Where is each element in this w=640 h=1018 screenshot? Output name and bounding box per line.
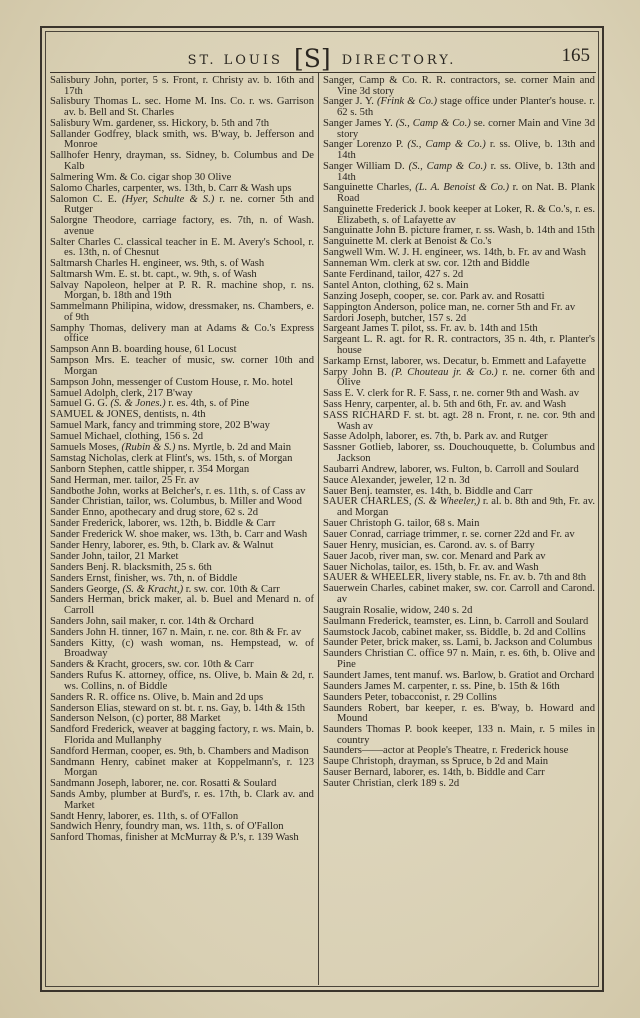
entry-name: Sanders Herman,: [50, 594, 125, 606]
entry-details: office 97 n. Main, r. es. 6th, b. Olive and Pine: [337, 648, 595, 670]
directory-entry: [50, 639, 314, 660]
entry-details: tobacconist, r. 29 Collins: [388, 691, 497, 703]
entry-name: Sanders John H.: [50, 626, 120, 638]
entry-details: delivery man at Adams & Co.'s Express office: [64, 322, 314, 345]
directory-entry: [50, 758, 314, 779]
entry-details: drayman, ss Spruce, b 2d and Main: [395, 756, 549, 768]
directory-entry: [50, 195, 314, 216]
entry-details: st. bt. agt. 28 n. Front, r. ne. cor. 9th and Wash av: [337, 409, 595, 432]
header-title-left: ST. LOUIS: [187, 53, 283, 68]
entry-name: Saunders Robert,: [323, 702, 400, 714]
entry-name: Sass Henry,: [323, 399, 373, 411]
entry-name: Sander Frederick,: [50, 518, 126, 530]
directory-entry: [50, 833, 314, 844]
entry-name: Salisbury John,: [50, 75, 117, 86]
entry-details: actor at People's Theatre, r. Frederick house: [383, 745, 569, 757]
entry-name: SAMUEL & JONES,: [50, 409, 142, 421]
directory-entry: [50, 725, 314, 746]
entry-name: Sandbothe John,: [50, 485, 121, 497]
entry-details: weaver at bagging factory, r. ws. Main, b. Florida and Mullanphy: [64, 724, 315, 746]
directory-entry: [50, 216, 314, 237]
directory-entry: [323, 725, 595, 746]
entry-name: Salomon C. E.: [50, 193, 117, 205]
entry-details: steward on st. bt. r. ns. Gay, b. 14th & 15th: [120, 702, 306, 714]
entry-firm: (L. A. Benoist & Co.): [411, 182, 510, 194]
entry-name: Sanders & Kracht,: [50, 659, 129, 671]
entry-name: Sandwich Henry,: [50, 821, 123, 833]
entry-name: Salmering Wm. & Co.: [50, 171, 146, 183]
entry-name: Sauer Jacob,: [323, 550, 377, 562]
entry-details: r. ne. corner 6th and Olive: [337, 366, 595, 389]
entry-details: police man, ne. corner 5th and Fr. av: [417, 301, 576, 313]
entry-name: Salorgne Theodore,: [50, 215, 137, 227]
entry-name: Saltmarsh Charles H.: [50, 258, 141, 270]
entry-name: Sarpy John B.: [323, 366, 387, 378]
entry-details: tinner, 167 n. Main, r. ne. cor. 8th & Fr. av: [119, 626, 302, 638]
entry-name: Saltmarsh Wm. E.: [50, 268, 128, 280]
entry-name: Sanger James Y.: [323, 117, 393, 129]
entry-name: Sauerwein Charles,: [323, 583, 406, 595]
entry-name: Sanders Benj. R.: [50, 561, 122, 573]
entry-name: Saundert James,: [323, 669, 392, 681]
directory-entry: [50, 238, 314, 259]
entry-details: teamster, es. Linn, b. Carroll and Soulard: [411, 615, 589, 627]
entry-details: picture framer, r. ss. Wash, b. 14th and 15th: [408, 225, 595, 237]
entry-details: r. sw. cor. 10th & Carr: [183, 583, 280, 595]
entry-details: laborer, es. 14th, b. Biddle and Carr: [390, 767, 545, 779]
directory-entry: [50, 151, 314, 172]
entry-details: st. bt. capt., w. 9th, s. of Wash: [127, 268, 257, 280]
entry-name: Santel Anton,: [323, 279, 381, 291]
entry-details: se. corner Main and Vine 3d story: [337, 117, 595, 140]
entry-details: carpenter, al. b. 5th and 6th, Fr. av. and Wash: [372, 399, 567, 411]
entry-details: tailor, es. 15th, b. Fr. av. and Wash: [390, 561, 539, 573]
entry-name: Sargeant L. R.: [323, 334, 386, 346]
entry-name: Samuel Adolph,: [50, 387, 119, 399]
entry-name: Sanborn Stephen,: [50, 463, 125, 475]
entry-name: Sandmann Henry,: [50, 756, 130, 768]
directory-entry: [323, 368, 595, 389]
entry-details: laborer, es. 9th, b. Clark av. & Walnut: [110, 540, 274, 552]
entry-details: clerk 189 s. 2d: [394, 778, 460, 790]
entry-name: Sampson Ann B.: [50, 344, 122, 356]
directory-entry: [50, 97, 314, 118]
entry-details: boarding house, 61 Locust: [121, 344, 237, 356]
entry-name: Sander John,: [50, 550, 105, 562]
entry-details: tent manuf. ws. Barlow, b. Gratiot and Orchard: [391, 669, 595, 681]
entry-details: r. es. 4th, s. of Pine: [165, 398, 250, 410]
entry-details: laborer, es. 11th, s. of O'Fallon: [105, 810, 239, 822]
entry-details: mer. tailor, 25 Fr. av: [110, 474, 200, 486]
entry-name: Sand Herman,: [50, 474, 111, 486]
entry-name: Sauer Nicholas,: [323, 561, 391, 573]
entry-name: Sanzing Joseph,: [323, 290, 392, 302]
entry-firm: (S., Camp & Co.): [404, 160, 487, 172]
entry-name: Sands Amby,: [50, 789, 107, 801]
directory-entry: [50, 281, 314, 302]
entry-details: r. ne. corner 5th and Rutger: [64, 193, 314, 216]
entry-name: Saupe Christoph,: [323, 756, 396, 768]
entry-details: jeweler, 12 n. 3d: [396, 474, 470, 486]
entry-details: works at Belcher's, r. es. 11th, s. of Cass av: [120, 485, 306, 497]
entry-name: Sandford Frederick,: [50, 724, 135, 736]
entry-name: Sauter Christian,: [323, 778, 395, 790]
directory-entry: [50, 130, 314, 151]
entry-firm: (Hyer, Schulte & S.): [116, 193, 215, 205]
entry-details: brick maker, ss. Lami, b. Jackson and Columbus: [384, 637, 593, 649]
directory-entry: [323, 97, 595, 118]
entry-name: Sassner Gotlieb,: [323, 442, 394, 454]
entry-details: clothing, 156 s. 2d: [121, 431, 204, 443]
entry-details: dentists, n. 4th: [141, 409, 206, 421]
entry-details: ns. Myrtle, b. 2d and Main: [175, 442, 291, 454]
entry-details: clerk at sw. cor. 12th and Biddle: [390, 258, 530, 270]
entry-details: classical teacher in E. M. Avery's School, r. es. 13th, n. of Chesnut: [64, 236, 314, 259]
entry-details: clothing, 62 s. Main: [380, 279, 469, 291]
entry-details: helper at P. R. R. machine shop, r. ns. Morgan, b. 18th and 19th: [64, 279, 314, 302]
entry-name: Sargeant James T.: [323, 323, 400, 335]
entry-name: Sandt Henry,: [50, 810, 106, 822]
entry-name: Samphy Thomas,: [50, 322, 127, 334]
entry-name: Sanger William D.: [323, 160, 405, 172]
directory-entry: [323, 649, 595, 670]
entry-name: SAUER & WHEELER,: [323, 572, 425, 584]
entry-name: Sanford Thomas,: [50, 832, 123, 844]
entry-name: Sauer Conrad,: [323, 528, 384, 540]
entry-name: Sallander Godfrey,: [50, 128, 132, 140]
entry-details: r. on Nat. B. Plank Road: [337, 182, 595, 205]
entry-details: finisher, ws. 7th, n. of Biddle: [111, 572, 238, 584]
entry-name: Sallhofer Henry,: [50, 150, 122, 162]
entry-details: cigar shop 30 Olive: [145, 171, 232, 183]
entry-name: Sanguinette Frederick J.: [323, 203, 427, 215]
entry-name: Samuel Mark,: [50, 420, 111, 432]
entry-details: tailor, 68 s. Main: [404, 517, 480, 529]
entry-firm: (S. & Wheeler,): [411, 496, 481, 508]
entry-name: Salvay Napoleon,: [50, 279, 129, 291]
entry-details: stage office under Planter's house. r. 62 s. 5th: [337, 96, 595, 119]
entry-name: Sanders George,: [50, 583, 120, 595]
entry-details: laborer, ws. 12th, b. Biddle & Carr: [125, 518, 276, 530]
directory-entry: [323, 162, 595, 183]
entry-name: Saumstock Jacob,: [323, 626, 399, 638]
directory-entry: [323, 704, 595, 725]
entry-name: Salomo Charles,: [50, 182, 121, 194]
entry-details: r. al. b. 8th and 9th, Fr. av. and Morgan: [337, 496, 595, 519]
entry-name: Sanderson Nelson,: [50, 713, 130, 725]
entry-name: Sander Frederick W.: [50, 529, 137, 541]
entry-details: drayman, ss. Sidney, b. Columbus and De Kalb: [64, 150, 314, 172]
entry-details: apothecary and drug store, 62 s. 2d: [107, 507, 258, 519]
entry-name: Sammelmann Philipina,: [50, 301, 153, 313]
entry-details: pilot, ss. Fr. av. b. 14th and 15th: [399, 323, 538, 335]
entry-name: Saunders James M.: [323, 680, 406, 692]
entry-firm: (S. & Jones.): [107, 398, 166, 410]
entry-name: Saunder Peter,: [323, 637, 385, 649]
entry-details: r. ss. Olive, b. 13th and 14th: [337, 139, 596, 162]
entry-firm: (P. Chouteau jr. & Co.): [386, 366, 498, 378]
entry-details: laborer, ws. Fulton, b. Carroll and Soulard: [397, 463, 579, 475]
entry-details: laborer, es. 7th, b. Park av. and Rutger: [383, 431, 548, 443]
entry-name: Sappington Anderson,: [323, 301, 418, 313]
entry-name: Sanders Ernst,: [50, 572, 112, 584]
entry-details: clerk, 217 B'way: [118, 387, 193, 399]
entry-details: gardener, ss. Hickory, b. 5th and 7th: [113, 117, 270, 129]
entry-details: river man, sw. cor. Menard and Park av: [376, 550, 546, 562]
entry-details: agt. for R. R. contractors, 35 n. 4th, r. Planter's house: [337, 334, 595, 356]
entry-details: plumber at Burd's, r. es. 17th, b. Clark av. and Market: [64, 789, 314, 811]
entry-firm: (Frink & Co.): [373, 96, 438, 108]
entry-details: cattle shipper, r. 354 Morgan: [124, 463, 250, 475]
entry-details: r. ss. Olive, b. 13th and 14th: [337, 160, 595, 183]
entry-details: tailor, ws. Columbus, b. Miller and Wood: [123, 496, 302, 508]
entry-name: Sanguinette Charles,: [323, 182, 412, 194]
entry-details: brick maker, al. b. Buel and Menard n. of Carroll: [64, 594, 314, 617]
entry-details: laborer, ws. Decatur, b. Emmett and Lafayette: [388, 355, 587, 367]
entry-name: Sampson John,: [50, 376, 115, 388]
entry-details: clerk at Flint's, ws. 15th, s. of Morgan: [128, 452, 293, 464]
entry-name: Sanders John,: [50, 615, 109, 627]
entry-details: tailor, 21 Market: [104, 550, 179, 562]
entry-name: Samuel G. G.: [50, 398, 108, 410]
directory-entry: [323, 205, 595, 226]
directory-entry: [323, 335, 595, 356]
entry-details: cabinet maker at Koppelmann's, r. 123 Morgan: [64, 756, 314, 779]
entry-name: Sander Christian,: [50, 496, 124, 508]
entry-name: Salisbury Wm.: [50, 117, 114, 129]
directory-entry: [323, 443, 595, 464]
entry-details: teacher of music, sw. corner 10th and Morgan: [64, 355, 315, 377]
entry-name: Sarkamp Ernst,: [323, 355, 389, 367]
entry-name: Sauer Henry,: [323, 539, 379, 551]
entry-details: carpenter, r. ss. Pine, b. 15th & 16th: [405, 680, 560, 692]
entry-name: Sanguinatte John B.: [323, 225, 409, 237]
entry-details: cooper, se. cor. Park av. and Rosatti: [391, 290, 545, 302]
entry-name: Sanneman Wm.: [323, 258, 391, 270]
right-column: [323, 76, 595, 790]
directory-entry: [323, 140, 595, 161]
entry-details: (c) porter, 88 Market: [129, 713, 221, 725]
entry-name: Saunders——: [323, 745, 384, 757]
entry-details: clerk for R. F. Sass, r. ne. corner 9th and Wash. av: [365, 388, 580, 400]
directory-entry: [50, 790, 314, 811]
entry-details: finisher at McMurray & P.'s, r. 139 Wash: [122, 832, 299, 844]
column-divider: [318, 73, 319, 985]
entry-details: messenger of Custom House, r. Mo. hotel: [114, 376, 294, 388]
entry-details: foundry man, ws. 11th, s. of O'Fallon: [122, 821, 284, 833]
entry-details: attorney, office, ns. Olive, b. Main & 2d, r. ws. Collins, n. of Biddle: [64, 670, 315, 692]
entry-name: Sandmann Joseph,: [50, 778, 129, 790]
header-section-letter: [S]: [294, 44, 331, 73]
entry-details: grocers, sw. cor. 10th & Carr: [128, 659, 254, 671]
entry-name: Sanguinette M.: [323, 236, 388, 248]
entry-details: book keeper at Loker, R. & Co.'s, r. es. Elizabeth, s. of Lafayette av: [337, 203, 595, 226]
entry-details: widow, 240 s. 2d: [397, 604, 473, 616]
entry-name: SASS RICHARD F.: [323, 409, 412, 421]
entry-details: laborer, ss. Douchouquette, b. Columbus and Jackson: [337, 442, 595, 464]
directory-entry: [50, 671, 314, 692]
entry-firm: (S. & Kracht,): [119, 583, 184, 595]
entry-name: Saunders Christian C.: [323, 648, 417, 660]
directory-entry: [323, 119, 595, 140]
header-title-right: DIRECTORY.: [341, 53, 457, 68]
header-title: [46, 44, 598, 73]
directory-entry: [50, 76, 314, 97]
entry-name: Sasse Adolph,: [323, 431, 384, 443]
directory-entry: [50, 302, 314, 323]
entry-name: Samuel Michael,: [50, 431, 122, 443]
entry-details: musician, es. Carond. av. s. of Barry: [378, 539, 535, 551]
entry-name: Salisbury Thomas L.: [50, 96, 141, 108]
directory-entry: [50, 356, 314, 377]
directory-entry: [323, 411, 595, 432]
entry-name: SAUER CHARLES,: [323, 496, 412, 508]
entry-name: Saulmann Frederick,: [323, 615, 412, 627]
entry-name: Sanger Lorenzo P.: [323, 139, 404, 151]
entry-name: Sandford Herman,: [50, 745, 129, 757]
entry-name: Sauer Benj.: [323, 485, 373, 497]
entry-firm: (S., Camp & Co.): [403, 139, 486, 151]
entry-details: R. R. contractors, se. corner Main and Vine 3d story: [337, 75, 595, 97]
directory-entry: [50, 595, 314, 616]
entry-details: office ns. Olive, b. Main and 2d ups: [108, 691, 264, 703]
entry-name: Sangwell Wm. W. J. H.: [323, 247, 423, 259]
entry-details: shoe maker, ws. 13th, b. Carr and Wash: [136, 529, 308, 541]
entry-details: fancy and trimming store, 202 B'way: [110, 420, 270, 432]
entry-name: Saubarri Andrew,: [323, 463, 398, 475]
entry-details: carriage factory, es. 7th, n. of Wash. avenue: [64, 215, 314, 237]
entry-name: Sante Ferdinand,: [323, 268, 395, 280]
entry-details: book keeper, 133 n. Main, r. 5 miles in country: [337, 723, 596, 746]
entry-name: Samuels Moses,: [50, 442, 119, 454]
entry-name: Sauce Alexander,: [323, 474, 397, 486]
running-header: [46, 40, 598, 72]
entry-details: tailor, 427 s. 2d: [394, 268, 464, 280]
entry-details: engineer, ws. 14th, b. Fr. av and Wash: [422, 247, 586, 259]
entry-details: (c) wash woman, ns. Hempstead, w. of Broadway: [64, 637, 314, 660]
page-number: 165: [561, 45, 590, 66]
entry-details: livery stable, ns. Fr. av. b. 7th and 8th: [424, 572, 587, 584]
entry-name: Sander Enno,: [50, 507, 108, 519]
header-rule: [50, 72, 596, 73]
entry-name: Salter Charles C.: [50, 236, 124, 248]
entry-details: porter, 5 s. Front, r. Christy av. b. 16th and 17th: [64, 75, 314, 97]
entry-name: Sanger, Camp & Co.: [323, 75, 418, 86]
entry-details: cooper, es. 9th, b. Chambers and Madison: [128, 745, 309, 757]
entry-details: teamster, es. 14th, b. Biddle and Carr: [372, 485, 533, 497]
entry-name: Saunders Thomas P.: [323, 723, 413, 735]
entry-name: Sardori Joseph,: [323, 312, 389, 324]
entry-name: Sass E. V.: [323, 388, 365, 400]
entry-name: Samstag Nicholas,: [50, 452, 129, 464]
entry-details: sail maker, r. cor. 14th & Orchard: [108, 615, 254, 627]
directory-entry: [50, 324, 314, 345]
entry-firm: (S., Camp & Co.): [392, 117, 471, 129]
entry-details: cabinet maker, sw. cor. Carroll and Carond. av: [337, 583, 596, 605]
entry-firm: (Rubin & S.): [118, 442, 176, 454]
entry-details: carriage trimmer, r. se. corner 22d and Fr. av: [383, 528, 575, 540]
entry-details: carpenter, ws. 13th, b. Carr & Wash ups: [120, 182, 292, 194]
entry-name: Sanders R. R.: [50, 691, 109, 703]
directory-entry: [323, 779, 595, 790]
entry-name: Sanger J. Y.: [323, 96, 374, 108]
entry-name: Sampson Mrs. E.: [50, 355, 130, 367]
entry-details: black smith, ws. B'way, b. Jefferson and Monroe: [64, 128, 314, 151]
directory-entry: [323, 183, 595, 204]
directory-entry: [323, 497, 595, 518]
entry-details: clerk at Benoist & Co.'s: [387, 236, 492, 248]
entry-details: sec. Home M. Ins. Co. r. ws. Garrison av. b. Bell and St. Charles: [64, 96, 314, 119]
entry-details: butcher, 157 s. 2d: [388, 312, 467, 324]
entry-name: Sauer Christoph G.: [323, 517, 405, 529]
entry-name: Sanders Kitty,: [50, 637, 115, 649]
entry-details: cabinet maker, ss. Biddle, b. 2d and Collins: [398, 626, 586, 638]
entry-name: Sander Henry,: [50, 540, 111, 552]
entry-name: Sanders Rufus K.: [50, 670, 126, 682]
directory-entry: [323, 76, 595, 97]
entry-details: bar keeper, r. es. B'way, b. Howard and Mound: [337, 702, 596, 725]
left-column: [50, 76, 314, 844]
entry-details: blacksmith, 25 s. 6th: [121, 561, 212, 573]
entry-details: engineer, ws. 9th, s. of Wash: [140, 258, 265, 270]
entry-name: Sauser Bernard,: [323, 767, 391, 779]
entry-details: widow, dressmaker, ns. Chambers, e. of 9th: [64, 301, 315, 323]
entry-name: Saunders Peter,: [323, 691, 389, 703]
directory-entry: [323, 584, 595, 605]
entry-name: Saugrain Rosalie,: [323, 604, 398, 616]
entry-details: laborer, ne. cor. Rosatti & Soulard: [128, 778, 277, 790]
entry-name: Sanderson Elias,: [50, 702, 121, 714]
